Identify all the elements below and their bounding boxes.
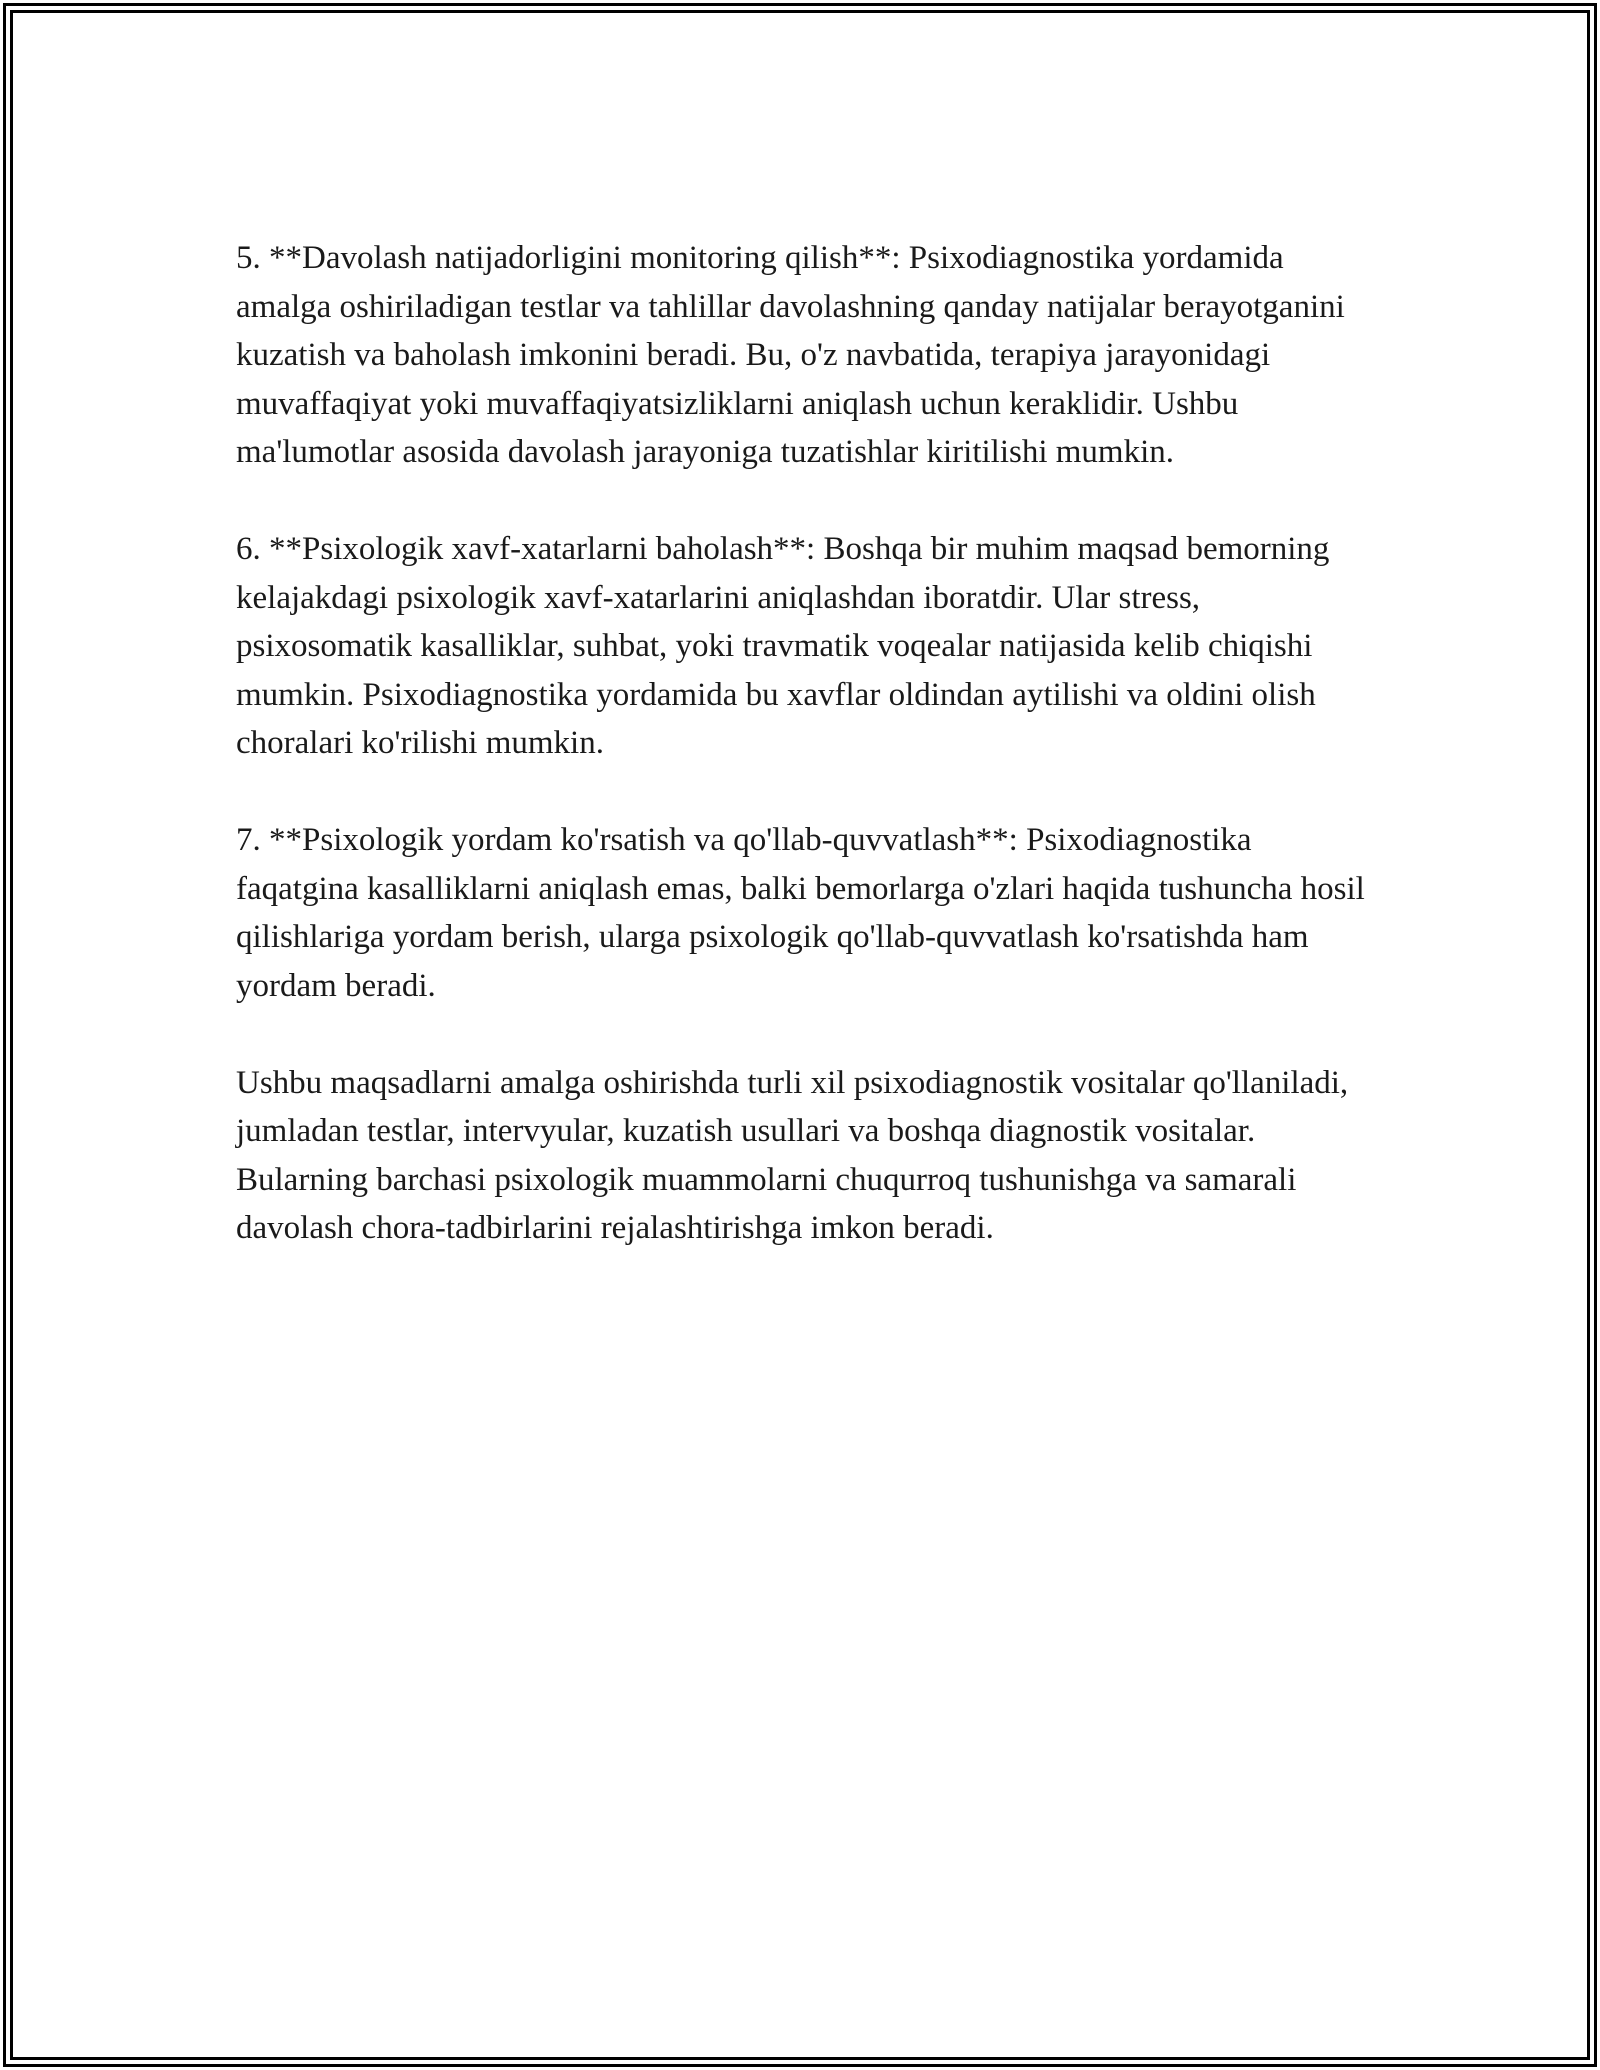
- document-body: [236, 234, 1372, 1301]
- paragraph-item-5: 5. **Davolash natijadorligini monitoring qilish**: Psixodiagnostika yordamida amalga oshiriladigan testlar va tahlillar davolashning qanday natijalar berayotganini kuzatish va baholash imkonini beradi. Bu, o'z navbatida, terapiya jarayonidagi muvaffaqiyat yoki muvaffaqiyatsizliklarni aniqlash uchun keraklidir. Ushbu ma'lumotlar asosida davolash jarayoniga tuzatishlar kiritilishi mumkin.: [236, 240, 1345, 470]
- paragraph-item-6: 6. **Psixologik xavf-xatarlarni baholash**: Boshqa bir muhim maqsad bemorning kelajakdagi psixologik xavf-xatarlarini aniqlashdan iboratdir. Ular stress, psixosomatik kasalliklar, suhbat, yoki travmatik voqealar natijasida kelib chiqishi mumkin. Psixodiagnostika yordamida bu xavflar oldindan aytilishi va oldini olish choralari ko'rilishi mumkin.: [236, 531, 1330, 761]
- paragraph-conclusion: Ushbu maqsadlarni amalga oshirishda turli xil psixodiagnostik vositalar qo'llaniladi, jumladan testlar, intervyular, kuzatish usullari va boshqa diagnostik vositalar. Bularning barchasi psixologik muammolarni chuqurroq tushunishga va samarali davolash chora-tadbirlarini rejalashtirishga imkon beradi.: [236, 1064, 1349, 1246]
- paragraph-item-7: 7. **Psixologik yordam ko'rsatish va qo'llab-quvvatlash**: Psixodiagnostika faqatgina kasalliklarni aniqlash emas, balki bemorlarga o'zlari haqida tushuncha hosil qilishlariga yordam berish, ularga psixologik qo'llab-quvvatlash ko'rsatishda ham yordam beradi.: [236, 822, 1365, 1004]
